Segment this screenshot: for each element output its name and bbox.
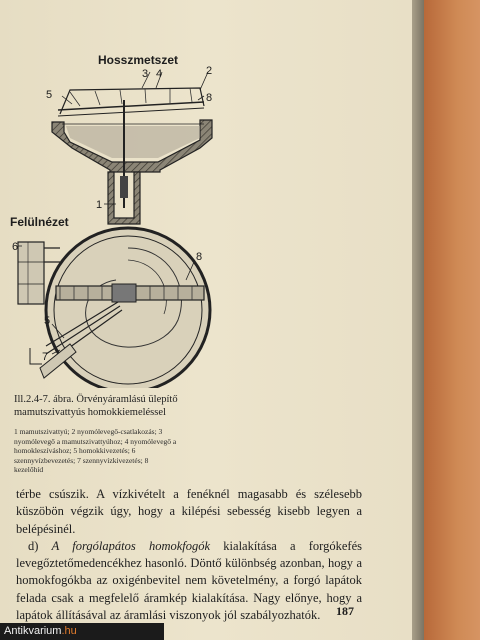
callout-6: 6	[12, 241, 19, 253]
plan-drawing	[10, 215, 210, 388]
figure-caption	[14, 393, 189, 419]
callout-4: 4	[156, 68, 163, 80]
page-number: 187	[336, 604, 354, 618]
plan-view-title: Felülnézet	[10, 215, 69, 229]
callout-2: 2	[206, 65, 213, 77]
callout-5-plan: 5	[44, 315, 51, 327]
book-cover	[424, 0, 480, 640]
callout-1: 1	[96, 199, 103, 211]
watermark-logo	[0, 623, 164, 640]
body-text	[16, 486, 362, 624]
callout-8-section: 8	[206, 92, 213, 104]
caption-prefix: Ill.2.4-7.	[14, 394, 51, 405]
paragraph-2-emphasis: A forgólapátos homokfogók	[51, 538, 211, 553]
section-view-title: Hosszmetszet	[98, 53, 179, 67]
watermark-tld: .hu	[61, 625, 77, 637]
watermark-name: Antikvarium	[4, 625, 62, 637]
paragraph-2-label: d)	[28, 538, 39, 553]
paragraph-1: térbe csúszik. A vízkivételt a fenéknél magasabb és szélesebb küszöbön végzik úgy, hogy a kilépési sebesség kisebb legyen a belépésinél.	[16, 487, 362, 536]
paragraph-2	[16, 538, 362, 624]
page-edge	[412, 0, 424, 640]
paragraph-2-text: kialakítása a forgókefés levegőztetőmedencékhez hasonló. Döntő különbség azonban, hogy a homokfogókba az oxigénbevitel nem követelmény, a forgó lapátok felada csak a megfelelő áramkép kialakítása. Nagy előnye, hogy a lapátok állításával az áramlási viszonyok jól szabályozhatók.	[16, 538, 362, 623]
callout-3: 3	[142, 68, 149, 80]
callout-8-plan: 8	[196, 251, 203, 263]
callout-7: 7	[42, 351, 49, 363]
technical-drawing	[0, 48, 412, 388]
figure-legend: 1 mamutszivattyú; 2 nyomólevegő-csatlakozás; 3 nyomólevegő a mamutszivattyúhoz; 4 nyomólevegő a homokleszíváshoz; 5 homokkivezetés; 6 szennyvízbevezetés; 7 szennyvízkivezetés; 8 kezelőhíd	[14, 427, 177, 474]
section-drawing	[46, 53, 212, 224]
caption-text: ábra. Örvényáramlású ülepítő mamutszivattyús homokkiemeléssel	[14, 394, 178, 418]
callout-5-section: 5	[46, 89, 53, 101]
